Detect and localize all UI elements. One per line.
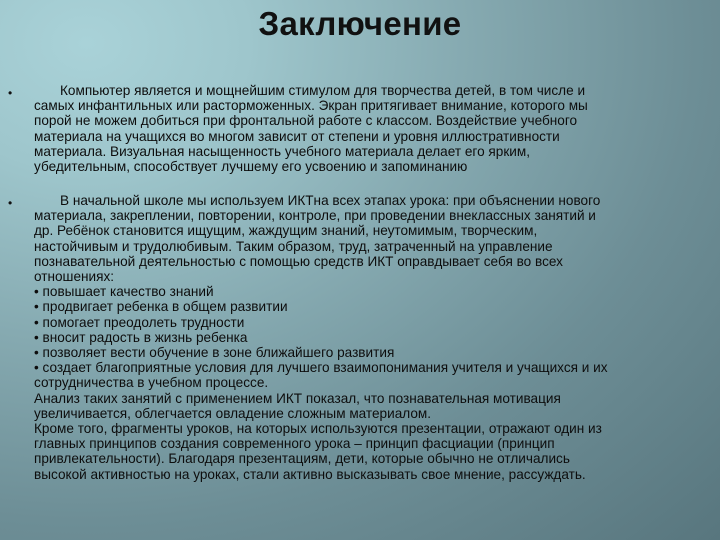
paragraph-line: • повышает качество знаний bbox=[34, 284, 214, 300]
bullet-marker-1: • bbox=[8, 86, 13, 100]
paragraph-line bbox=[34, 83, 718, 98]
paragraph-line: отношениях: bbox=[34, 269, 115, 285]
paragraph-line: • вносит радость в жизнь ребенка bbox=[34, 329, 248, 345]
paragraph-1 bbox=[34, 83, 718, 174]
paragraph-line-text: Компьютер является и мощнейшим стимулом для творчества детей, в том числе и bbox=[60, 83, 586, 98]
paragraph-line: материала на учащихся во многом зависит от степени и уровня иллюстративности bbox=[34, 128, 560, 144]
paragraph-line: • помогает преодолеть трудности bbox=[34, 314, 245, 330]
paragraph-line: убедительным, способствует лучшему его усвоению и запоминанию bbox=[34, 159, 468, 175]
paragraph-line: • создает благоприятные условия для лучшего взаимопонимания учителя и учащихся и их bbox=[34, 360, 608, 376]
paragraph-line: познавательной деятельностью с помощью средств ИКТ оправдывает себя во всех bbox=[34, 253, 563, 269]
paragraph-line: др. Ребёнок становится ищущим, жаждущим знаний, неутомимым, творческим, bbox=[34, 223, 538, 239]
paragraph-line: • позволяет вести обучение в зоне ближайшего развития bbox=[34, 345, 395, 361]
paragraph-2 bbox=[34, 193, 718, 482]
paragraph-line: материала, закреплении, повторении, контроле, при проведении внеклассных занятий и bbox=[34, 208, 596, 224]
paragraph-line: порой не можем добиться при фронтальной работе с классом. Воздействие учебного bbox=[34, 113, 578, 129]
paragraph-line: главных принципов создания современного урока – принцип фасциации (принцип bbox=[34, 436, 555, 452]
bullet-marker-2: • bbox=[8, 196, 13, 210]
paragraph-line: Анализ таких занятий с применением ИКТ показал, что познавательная мотивация bbox=[34, 390, 561, 406]
paragraph-line: высокой активностью на уроках, стали активно высказывать свое мнение, рассуждать. bbox=[34, 466, 586, 482]
paragraph-line: Кроме того, фрагменты уроков, на которых используются презентации, отражают один из bbox=[34, 421, 602, 437]
paragraph-line: настойчивым и трудолюбивым. Таким образом, труд, затраченный на управление bbox=[34, 238, 553, 254]
paragraph-line-text: В начальной школе мы используем ИКТна всех этапах урока: при объяснении нового bbox=[60, 193, 601, 208]
paragraph-line: увеличивается, облегчается овладение сложным материалом. bbox=[34, 405, 432, 421]
paragraph-line: материала. Визуальная насыщенность учебного материала делает его ярким, bbox=[34, 143, 530, 159]
paragraph-line bbox=[34, 193, 718, 208]
paragraph-line: самых инфантильных или расторможенных. Экран притягивает внимание, которого мы bbox=[34, 98, 588, 114]
paragraph-line: сотрудничества в учебном процессе. bbox=[34, 375, 269, 391]
slide-title: Заключение bbox=[258, 5, 462, 42]
paragraph-line: привлекательности). Благодаря презентациям, дети, которые обычно не отличались bbox=[34, 451, 570, 467]
paragraph-line: • продвигает ребенка в общем развитии bbox=[34, 299, 288, 315]
